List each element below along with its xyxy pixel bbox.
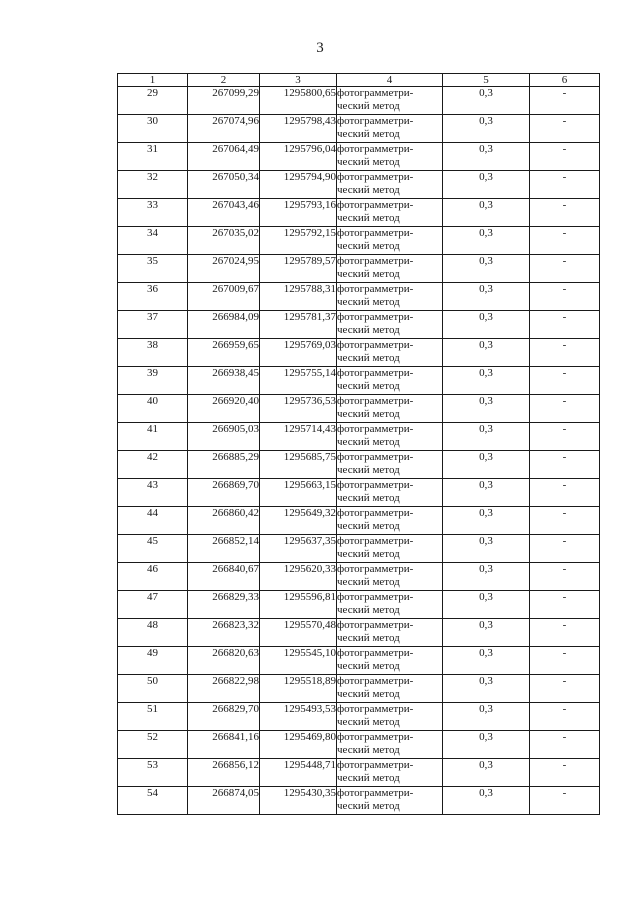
point-number: 29 bbox=[118, 87, 188, 115]
coord-x: 266920,40 bbox=[188, 395, 260, 423]
coord-y: 1295796,04 bbox=[260, 143, 337, 171]
method-line-1: фотограмметри- bbox=[337, 619, 414, 631]
method-line-2: ческий метод bbox=[337, 688, 400, 700]
method-cell bbox=[337, 535, 443, 563]
method-line-1: фотограмметри- bbox=[337, 283, 414, 295]
coord-x: 266959,65 bbox=[188, 339, 260, 367]
coord-x: 266829,33 bbox=[188, 591, 260, 619]
note: - bbox=[530, 591, 600, 619]
table-row bbox=[118, 87, 600, 115]
note: - bbox=[530, 647, 600, 675]
coord-x: 266852,14 bbox=[188, 535, 260, 563]
method-cell bbox=[337, 87, 443, 115]
accuracy: 0,3 bbox=[443, 619, 530, 647]
note: - bbox=[530, 283, 600, 311]
method-cell bbox=[337, 423, 443, 451]
table-row bbox=[118, 591, 600, 619]
note: - bbox=[530, 171, 600, 199]
method-line-2: ческий метод bbox=[337, 604, 400, 616]
coord-x: 266841,16 bbox=[188, 731, 260, 759]
coord-y: 1295596,81 bbox=[260, 591, 337, 619]
method-line-2: ческий метод bbox=[337, 576, 400, 588]
method-line-2: ческий метод bbox=[337, 156, 400, 168]
table-row bbox=[118, 227, 600, 255]
coord-y: 1295788,31 bbox=[260, 283, 337, 311]
coord-y: 1295637,35 bbox=[260, 535, 337, 563]
method-cell bbox=[337, 563, 443, 591]
method-cell bbox=[337, 171, 443, 199]
coord-y: 1295798,43 bbox=[260, 115, 337, 143]
method-line-1: фотограмметри- bbox=[337, 311, 414, 323]
table-row bbox=[118, 143, 600, 171]
coord-x: 266885,29 bbox=[188, 451, 260, 479]
method-line-1: фотограмметри- bbox=[337, 87, 414, 99]
coord-y: 1295714,43 bbox=[260, 423, 337, 451]
accuracy: 0,3 bbox=[443, 339, 530, 367]
note: - bbox=[530, 563, 600, 591]
method-line-2: ческий метод bbox=[337, 100, 400, 112]
table-row bbox=[118, 451, 600, 479]
method-line-1: фотограмметри- bbox=[337, 171, 414, 183]
accuracy: 0,3 bbox=[443, 759, 530, 787]
method-line-1: фотограмметри- bbox=[337, 423, 414, 435]
coord-y: 1295545,10 bbox=[260, 647, 337, 675]
coord-y: 1295736,53 bbox=[260, 395, 337, 423]
method-cell bbox=[337, 255, 443, 283]
coord-y: 1295781,37 bbox=[260, 311, 337, 339]
coord-x: 266938,45 bbox=[188, 367, 260, 395]
accuracy: 0,3 bbox=[443, 647, 530, 675]
method-line-1: фотограмметри- bbox=[337, 787, 414, 799]
note: - bbox=[530, 619, 600, 647]
coord-y: 1295493,53 bbox=[260, 703, 337, 731]
header-col-3: 3 bbox=[260, 74, 337, 87]
table-row bbox=[118, 675, 600, 703]
method-line-1: фотограмметри- bbox=[337, 703, 414, 715]
method-cell bbox=[337, 451, 443, 479]
coord-y: 1295792,15 bbox=[260, 227, 337, 255]
point-number: 32 bbox=[118, 171, 188, 199]
coord-y: 1295649,32 bbox=[260, 507, 337, 535]
point-number: 53 bbox=[118, 759, 188, 787]
coord-x: 267024,95 bbox=[188, 255, 260, 283]
point-number: 43 bbox=[118, 479, 188, 507]
note: - bbox=[530, 199, 600, 227]
coord-y: 1295469,80 bbox=[260, 731, 337, 759]
point-number: 38 bbox=[118, 339, 188, 367]
note: - bbox=[530, 395, 600, 423]
note: - bbox=[530, 143, 600, 171]
table-row bbox=[118, 563, 600, 591]
method-cell bbox=[337, 115, 443, 143]
note: - bbox=[530, 787, 600, 815]
table-row bbox=[118, 339, 600, 367]
accuracy: 0,3 bbox=[443, 787, 530, 815]
point-number: 37 bbox=[118, 311, 188, 339]
method-cell bbox=[337, 647, 443, 675]
method-line-2: ческий метод bbox=[337, 436, 400, 448]
coord-x: 266984,09 bbox=[188, 311, 260, 339]
accuracy: 0,3 bbox=[443, 703, 530, 731]
method-line-2: ческий метод bbox=[337, 800, 400, 812]
method-cell bbox=[337, 675, 443, 703]
note: - bbox=[530, 311, 600, 339]
coord-x: 266822,98 bbox=[188, 675, 260, 703]
note: - bbox=[530, 227, 600, 255]
method-line-2: ческий метод bbox=[337, 772, 400, 784]
method-line-2: ческий метод bbox=[337, 380, 400, 392]
table-row bbox=[118, 199, 600, 227]
coord-x: 266860,42 bbox=[188, 507, 260, 535]
point-number: 31 bbox=[118, 143, 188, 171]
point-number: 42 bbox=[118, 451, 188, 479]
note: - bbox=[530, 367, 600, 395]
method-cell bbox=[337, 759, 443, 787]
coord-y: 1295570,48 bbox=[260, 619, 337, 647]
method-cell bbox=[337, 283, 443, 311]
method-cell bbox=[337, 787, 443, 815]
point-number: 39 bbox=[118, 367, 188, 395]
accuracy: 0,3 bbox=[443, 423, 530, 451]
note: - bbox=[530, 675, 600, 703]
coord-x: 267064,49 bbox=[188, 143, 260, 171]
method-line-2: ческий метод bbox=[337, 632, 400, 644]
point-number: 52 bbox=[118, 731, 188, 759]
table-row bbox=[118, 703, 600, 731]
method-cell bbox=[337, 367, 443, 395]
accuracy: 0,3 bbox=[443, 591, 530, 619]
method-line-1: фотограмметри- bbox=[337, 535, 414, 547]
table-row bbox=[118, 731, 600, 759]
method-line-2: ческий метод bbox=[337, 520, 400, 532]
accuracy: 0,3 bbox=[443, 199, 530, 227]
point-number: 44 bbox=[118, 507, 188, 535]
table-row bbox=[118, 535, 600, 563]
note: - bbox=[530, 507, 600, 535]
table-row bbox=[118, 759, 600, 787]
table-row bbox=[118, 367, 600, 395]
point-number: 46 bbox=[118, 563, 188, 591]
header-col-6: 6 bbox=[530, 74, 600, 87]
method-line-1: фотограмметри- bbox=[337, 507, 414, 519]
coord-x: 266869,70 bbox=[188, 479, 260, 507]
method-line-1: фотограмметри- bbox=[337, 591, 414, 603]
point-number: 48 bbox=[118, 619, 188, 647]
point-number: 34 bbox=[118, 227, 188, 255]
method-line-1: фотограмметри- bbox=[337, 479, 414, 491]
method-line-2: ческий метод bbox=[337, 324, 400, 336]
method-cell bbox=[337, 311, 443, 339]
coord-y: 1295448,71 bbox=[260, 759, 337, 787]
accuracy: 0,3 bbox=[443, 87, 530, 115]
coord-x: 267043,46 bbox=[188, 199, 260, 227]
method-line-1: фотограмметри- bbox=[337, 395, 414, 407]
table-row bbox=[118, 787, 600, 815]
table-row bbox=[118, 619, 600, 647]
method-line-2: ческий метод bbox=[337, 184, 400, 196]
point-number: 45 bbox=[118, 535, 188, 563]
accuracy: 0,3 bbox=[443, 731, 530, 759]
coord-x: 267035,02 bbox=[188, 227, 260, 255]
table-row bbox=[118, 115, 600, 143]
coord-x: 266820,63 bbox=[188, 647, 260, 675]
method-cell bbox=[337, 591, 443, 619]
method-cell bbox=[337, 339, 443, 367]
point-number: 50 bbox=[118, 675, 188, 703]
accuracy: 0,3 bbox=[443, 255, 530, 283]
method-cell bbox=[337, 395, 443, 423]
coord-y: 1295755,14 bbox=[260, 367, 337, 395]
point-number: 41 bbox=[118, 423, 188, 451]
header-col-2: 2 bbox=[188, 74, 260, 87]
point-number: 36 bbox=[118, 283, 188, 311]
method-line-1: фотограмметри- bbox=[337, 451, 414, 463]
method-cell bbox=[337, 199, 443, 227]
accuracy: 0,3 bbox=[443, 675, 530, 703]
accuracy: 0,3 bbox=[443, 451, 530, 479]
method-cell bbox=[337, 479, 443, 507]
method-line-1: фотограмметри- bbox=[337, 563, 414, 575]
note: - bbox=[530, 479, 600, 507]
accuracy: 0,3 bbox=[443, 479, 530, 507]
coordinates-table bbox=[117, 73, 600, 815]
point-number: 51 bbox=[118, 703, 188, 731]
coord-y: 1295518,89 bbox=[260, 675, 337, 703]
method-line-1: фотограмметри- bbox=[337, 647, 414, 659]
table-row bbox=[118, 647, 600, 675]
coord-y: 1295685,75 bbox=[260, 451, 337, 479]
point-number: 40 bbox=[118, 395, 188, 423]
coord-x: 266823,32 bbox=[188, 619, 260, 647]
note: - bbox=[530, 115, 600, 143]
accuracy: 0,3 bbox=[443, 283, 530, 311]
point-number: 54 bbox=[118, 787, 188, 815]
header-col-1: 1 bbox=[118, 74, 188, 87]
method-line-1: фотограмметри- bbox=[337, 675, 414, 687]
point-number: 47 bbox=[118, 591, 188, 619]
accuracy: 0,3 bbox=[443, 171, 530, 199]
accuracy: 0,3 bbox=[443, 395, 530, 423]
accuracy: 0,3 bbox=[443, 115, 530, 143]
method-line-2: ческий метод bbox=[337, 660, 400, 672]
method-line-1: фотограмметри- bbox=[337, 227, 414, 239]
coord-x: 267099,29 bbox=[188, 87, 260, 115]
accuracy: 0,3 bbox=[443, 311, 530, 339]
point-number: 35 bbox=[118, 255, 188, 283]
accuracy: 0,3 bbox=[443, 507, 530, 535]
method-line-1: фотограмметри- bbox=[337, 731, 414, 743]
method-cell bbox=[337, 731, 443, 759]
header-col-4: 4 bbox=[337, 74, 443, 87]
method-line-1: фотограмметри- bbox=[337, 759, 414, 771]
method-cell bbox=[337, 703, 443, 731]
coord-y: 1295789,57 bbox=[260, 255, 337, 283]
method-line-2: ческий метод bbox=[337, 492, 400, 504]
method-line-2: ческий метод bbox=[337, 744, 400, 756]
method-line-2: ческий метод bbox=[337, 408, 400, 420]
table-row bbox=[118, 507, 600, 535]
method-line-2: ческий метод bbox=[337, 268, 400, 280]
table-header-row bbox=[118, 74, 600, 87]
method-line-2: ческий метод bbox=[337, 464, 400, 476]
table-row bbox=[118, 283, 600, 311]
coord-y: 1295794,90 bbox=[260, 171, 337, 199]
accuracy: 0,3 bbox=[443, 535, 530, 563]
accuracy: 0,3 bbox=[443, 143, 530, 171]
accuracy: 0,3 bbox=[443, 563, 530, 591]
method-line-2: ческий метод bbox=[337, 240, 400, 252]
method-cell bbox=[337, 619, 443, 647]
method-line-2: ческий метод bbox=[337, 296, 400, 308]
note: - bbox=[530, 423, 600, 451]
note: - bbox=[530, 87, 600, 115]
note: - bbox=[530, 703, 600, 731]
note: - bbox=[530, 451, 600, 479]
note: - bbox=[530, 535, 600, 563]
note: - bbox=[530, 255, 600, 283]
method-line-2: ческий метод bbox=[337, 716, 400, 728]
method-line-1: фотограмметри- bbox=[337, 255, 414, 267]
method-cell bbox=[337, 227, 443, 255]
page-number: 3 bbox=[316, 40, 324, 56]
table-row bbox=[118, 423, 600, 451]
note: - bbox=[530, 759, 600, 787]
method-line-1: фотограмметри- bbox=[337, 339, 414, 351]
table-body bbox=[118, 87, 600, 815]
coord-x: 266840,67 bbox=[188, 563, 260, 591]
coord-x: 267074,96 bbox=[188, 115, 260, 143]
point-number: 30 bbox=[118, 115, 188, 143]
coord-y: 1295769,03 bbox=[260, 339, 337, 367]
method-line-2: ческий метод bbox=[337, 352, 400, 364]
coord-x: 267050,34 bbox=[188, 171, 260, 199]
table-row bbox=[118, 311, 600, 339]
point-number: 33 bbox=[118, 199, 188, 227]
coord-y: 1295793,16 bbox=[260, 199, 337, 227]
method-line-2: ческий метод bbox=[337, 128, 400, 140]
method-line-1: фотограмметри- bbox=[337, 143, 414, 155]
coord-x: 266905,03 bbox=[188, 423, 260, 451]
note: - bbox=[530, 339, 600, 367]
method-line-1: фотограмметри- bbox=[337, 115, 414, 127]
header-col-5: 5 bbox=[443, 74, 530, 87]
table-row bbox=[118, 395, 600, 423]
method-cell bbox=[337, 507, 443, 535]
method-line-2: ческий метод bbox=[337, 212, 400, 224]
note: - bbox=[530, 731, 600, 759]
table-row bbox=[118, 479, 600, 507]
method-cell bbox=[337, 143, 443, 171]
table-row bbox=[118, 255, 600, 283]
coord-x: 266874,05 bbox=[188, 787, 260, 815]
method-line-1: фотограмметри- bbox=[337, 367, 414, 379]
method-line-2: ческий метод bbox=[337, 548, 400, 560]
coord-x: 266856,12 bbox=[188, 759, 260, 787]
point-number: 49 bbox=[118, 647, 188, 675]
method-line-1: фотограмметри- bbox=[337, 199, 414, 211]
coord-y: 1295663,15 bbox=[260, 479, 337, 507]
table-row bbox=[118, 171, 600, 199]
coord-x: 266829,70 bbox=[188, 703, 260, 731]
accuracy: 0,3 bbox=[443, 227, 530, 255]
accuracy: 0,3 bbox=[443, 367, 530, 395]
coord-x: 267009,67 bbox=[188, 283, 260, 311]
coord-y: 1295430,35 bbox=[260, 787, 337, 815]
coord-y: 1295800,65 bbox=[260, 87, 337, 115]
coord-y: 1295620,33 bbox=[260, 563, 337, 591]
